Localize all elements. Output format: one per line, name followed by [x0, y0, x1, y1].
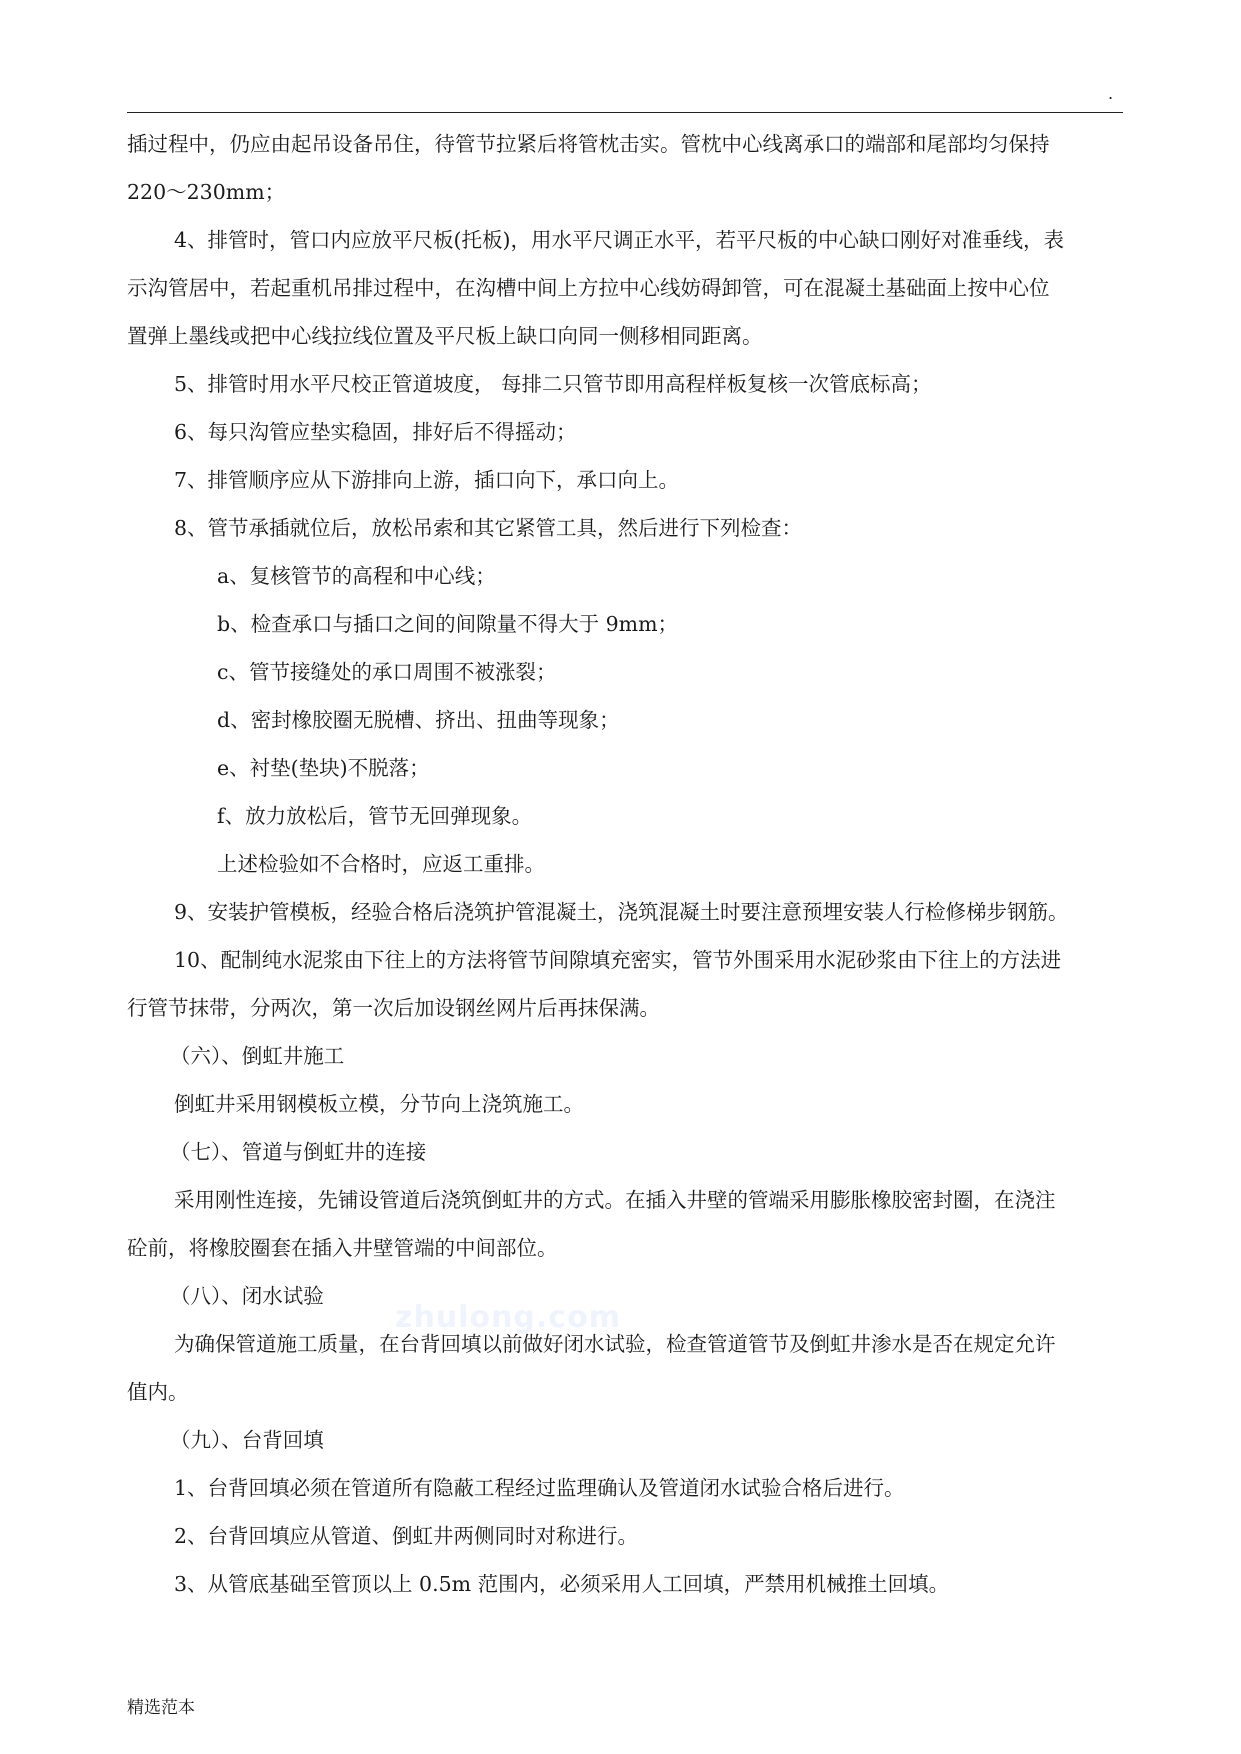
paragraph-line: 6、每只沟管应垫实稳固，排好后不得摇动； [174, 420, 577, 444]
list-item: c、管节接缝处的承口周围不被涨裂； [217, 660, 557, 684]
paragraph-line: 4、排管时，管口内应放平尺板(托板)，用水平尺调正水平，若平尺板的中心缺口刚好对准垂线，表 [174, 228, 1065, 252]
section-heading: （七）、管道与倒虹井的连接 [170, 1140, 427, 1164]
section-heading: （九）、台背回填 [170, 1428, 324, 1452]
paragraph-line: 5、排管时用水平尺校正管道坡度， 每排二只管节即用高程样板复核一次管底标高； [174, 372, 932, 396]
header-rule [127, 112, 1123, 113]
section-heading: （八）、闭水试验 [170, 1284, 324, 1308]
paragraph-line: 为确保管道施工质量，在台背回填以前做好闭水试验，检查管道管节及倒虹井渗水是否在规定允许 [174, 1332, 1056, 1356]
footer-label: 精选范本 [127, 1698, 195, 1718]
paragraph-line: 7、排管顺序应从下游排向上游，插口向下，承口向上。 [174, 468, 680, 492]
paragraph-line: 倒虹井采用钢模板立模，分节向上浇筑施工。 [174, 1092, 584, 1116]
paragraph-line: 置弹上墨线或把中心线拉线位置及平尺板上缺口向同一侧移相同距离。 [127, 324, 763, 348]
paragraph-line: 1、台背回填必须在管道所有隐蔽工程经过监理确认及管道闭水试验合格后进行。 [174, 1476, 905, 1500]
section-heading: （六）、倒虹井施工 [170, 1044, 345, 1068]
paragraph-line: 插过程中，仍应由起吊设备吊住，待管节拉紧后将管枕击实。管枕中心线离承口的端部和尾部均匀保持 [127, 132, 1050, 156]
paragraph-line: 行管节抹带，分两次，第一次后加设钢丝网片后再抹保满。 [127, 996, 660, 1020]
list-item: b、检查承口与插口之间的间隙量不得大于 9mm； [217, 612, 679, 636]
paragraph-line: 2、台背回填应从管道、倒虹井两侧同时对称进行。 [174, 1524, 639, 1548]
header-dot: . [1108, 84, 1114, 103]
document-body [127, 120, 1119, 1608]
paragraph-line: 8、管节承插就位后，放松吊索和其它紧管工具，然后进行下列检查： [174, 516, 803, 540]
list-item: d、密封橡胶圈无脱槽、挤出、扭曲等现象； [217, 708, 620, 732]
paragraph-line: 10、配制纯水泥浆由下往上的方法将管节间隙填充密实，管节外围采用水泥砂浆由下往上的方法进 [174, 948, 1062, 972]
paragraph-line: 值内。 [127, 1380, 189, 1404]
list-item: f、放力放松后，管节无回弹现象。 [217, 804, 533, 828]
paragraph-line: 采用刚性连接，先铺设管道后浇筑倒虹井的方式。在插入井壁的管端采用膨胀橡胶密封圈，在浇注 [174, 1188, 1056, 1212]
list-item: a、复核管节的高程和中心线； [217, 564, 496, 588]
paragraph-line: 9、安装护管模板，经验合格后浇筑护管混凝土，浇筑混凝土时要注意预埋安装人行检修梯步钢筋。 [174, 900, 1069, 924]
paragraph-line: 示沟管居中，若起重机吊排过程中，在沟槽中间上方拉中心线妨碍卸管，可在混凝土基础面上按中心位 [127, 276, 1050, 300]
watermark: zhulong.com [395, 1300, 621, 1335]
paragraph-line: 上述检验如不合格时，应返工重排。 [217, 852, 545, 876]
paragraph-line: 220～230mm； [127, 180, 286, 204]
paragraph-line: 砼前，将橡胶圈套在插入井壁管端的中间部位。 [127, 1236, 558, 1260]
list-item: e、衬垫(垫块)不脱落； [217, 756, 430, 780]
paragraph-line: 3、从管底基础至管顶以上 0.5m 范围内，必须采用人工回填，严禁用机械推土回填。 [174, 1572, 950, 1596]
